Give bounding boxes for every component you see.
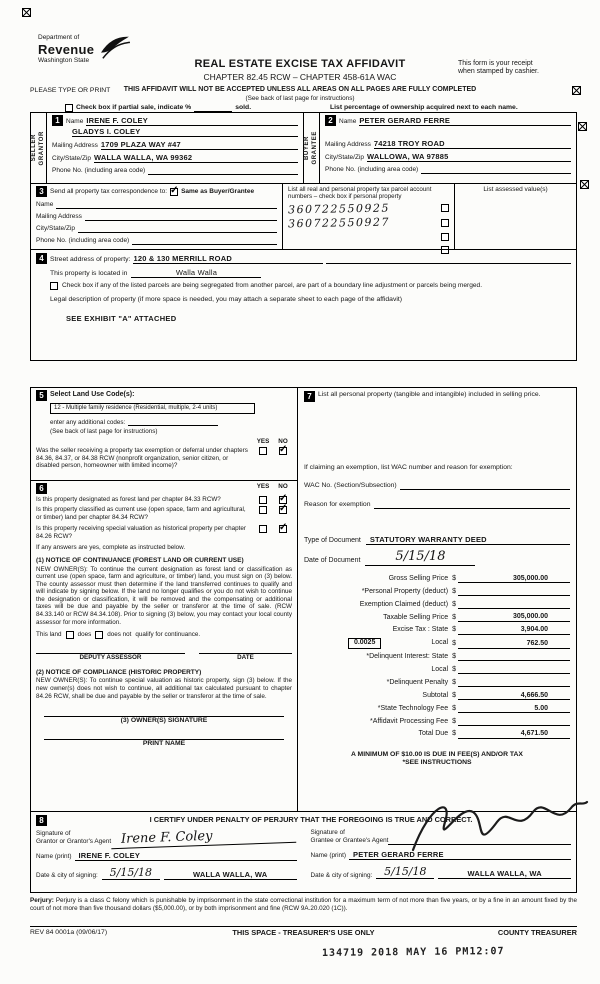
doc-type-label: Type of Document bbox=[304, 536, 361, 544]
exemption-label: If claiming an exemption, list WAC number and reason for exemption: bbox=[304, 464, 513, 471]
grantor-name-print-field[interactable]: IRENE F. COLEY bbox=[75, 851, 297, 861]
grantor-signing-block bbox=[36, 829, 297, 880]
signature-scribble bbox=[405, 792, 590, 864]
received-stamp: 134719 2018 MAY 16 PM12:07 bbox=[321, 946, 505, 959]
buyer-side-word1: BUYER bbox=[304, 135, 311, 160]
deputy-assessor-label: DEPUTY ASSESSOR bbox=[79, 654, 142, 662]
wac-field[interactable] bbox=[400, 481, 570, 490]
parcel-personal-checkbox[interactable] bbox=[441, 219, 449, 227]
delinquent-interest-state-field[interactable] bbox=[458, 652, 570, 662]
seller-side-label bbox=[31, 113, 47, 183]
section5-number: 5 bbox=[36, 390, 47, 401]
affidavit-processing-fee-field[interactable] bbox=[458, 716, 570, 726]
land-use-code-box[interactable]: 12 - Multiple family residence (Residential, multiple, 2-4 units) bbox=[50, 403, 255, 414]
money-row: *State Technology Fee $ 5.00 bbox=[304, 704, 570, 714]
no-header: NO bbox=[278, 483, 288, 490]
buyer-name-label: Name bbox=[339, 118, 357, 126]
grantee-city-field[interactable]: WALLA WALLA, WA bbox=[438, 869, 571, 879]
personal-property-label: List all personal property (tangible and intangible) included in selling price. bbox=[318, 391, 541, 398]
corr-name-field[interactable] bbox=[56, 200, 277, 209]
seller-box bbox=[31, 113, 304, 183]
corr-phone-label: Phone No. (including area code) bbox=[36, 237, 130, 245]
historic-question: Is this property receiving special valuation as historical property per chapter 84.26 RCW? bbox=[36, 525, 246, 540]
reason-label: Reason for exemption bbox=[304, 501, 371, 508]
assessed-value-header: List assessed value(s) bbox=[483, 186, 548, 193]
parcel-number-field[interactable]: 360722550927 bbox=[287, 215, 391, 231]
current-use-yes-checkbox[interactable] bbox=[259, 506, 267, 514]
buyer-citystatezip-field[interactable]: WALLOWA, WA 97885 bbox=[367, 152, 571, 162]
send-correspondence-label: Send all property tax correspondence to: bbox=[50, 187, 168, 195]
correspondence-box bbox=[31, 184, 283, 249]
seller-citystatezip-field[interactable]: WALLA WALLA, WA 99362 bbox=[94, 153, 298, 163]
seller-side-word1: SELLER bbox=[31, 134, 38, 162]
section8-number: 8 bbox=[36, 815, 47, 826]
same-as-buyer-label: Same as Buyer/Grantee bbox=[181, 187, 255, 195]
registration-mark-icon bbox=[22, 8, 31, 17]
yes-header: YES bbox=[256, 437, 270, 445]
land-use-title: Select Land Use Code(s): bbox=[50, 391, 135, 399]
parcel-personal-checkbox[interactable] bbox=[441, 233, 449, 241]
exemption-claimed-field[interactable] bbox=[458, 600, 570, 610]
segregated-checkbox[interactable] bbox=[50, 282, 58, 290]
deferral-yes-checkbox[interactable] bbox=[259, 447, 267, 455]
property-section bbox=[30, 249, 577, 361]
forest-land-question: Is this property designated as forest land per chapter 84.33 RCW? bbox=[36, 496, 221, 503]
money-row: Subtotal $ 4,666.50 bbox=[304, 691, 570, 701]
seller-mailing-label: Mailing Address bbox=[52, 142, 98, 150]
buyer-name2-spacer bbox=[325, 127, 571, 136]
excise-tax-state-field[interactable]: 3,904.00 bbox=[458, 625, 570, 635]
qualify-label: qualify for continuance. bbox=[135, 631, 201, 639]
same-as-buyer-checkbox[interactable] bbox=[170, 188, 178, 196]
corr-citystatezip-field[interactable] bbox=[78, 224, 277, 233]
partial-sale-checkbox[interactable] bbox=[65, 104, 73, 112]
grantor-city-field[interactable]: WALLA WALLA, WA bbox=[164, 870, 297, 880]
dept-line2: Revenue bbox=[38, 41, 95, 57]
receipt-note-line2: when stamped by cashier. bbox=[458, 68, 539, 76]
parcel-box bbox=[283, 184, 455, 249]
total-due-field[interactable]: 4,671.50 bbox=[458, 729, 570, 739]
forest-yes-checkbox[interactable] bbox=[259, 496, 267, 504]
seller-name-field[interactable]: IRENE F. COLEY bbox=[86, 116, 298, 126]
footer-row bbox=[30, 926, 577, 938]
section7-number: 7 bbox=[304, 391, 315, 402]
minimum-due-note: A MINIMUM OF $10.00 IS DUE IN FEE(S) AND/OR TAX bbox=[351, 750, 523, 758]
money-row: *Affidavit Processing Fee $ bbox=[304, 716, 570, 726]
buyer-phone-label: Phone No. (including area code) bbox=[325, 166, 419, 174]
partial-sale-percent-field[interactable] bbox=[194, 103, 232, 112]
seller-mailing-field[interactable]: 1709 PLAZA WAY #47 bbox=[101, 140, 298, 150]
receipt-note-line1: This form is your receipt bbox=[458, 60, 533, 67]
this-land-label: This land bbox=[36, 631, 62, 639]
land-use-see-back: (See back of last page for instructions) bbox=[50, 428, 158, 436]
state-technology-fee-field[interactable]: 5.00 bbox=[458, 704, 570, 714]
seller-name-label: Name bbox=[66, 118, 84, 126]
notice-continuance-body: NEW OWNER(S): To continue the current designation as forest land or classification as current use (open space, farm and agriculture, or timber) land, you must sign on (3) below. The county assessor must then determine if the land transferred continues to qualify and will indicate by signing below. If the land no longer qualifies or you do not wish to continue the designation or classification, it will be removed and the compensating or additional taxes will be due and payable by the seller or transferor at the time of sale. (RCW 84.33.140 or RCW 84.34.108). Prior to signing (3) below, you may contact your local county assessor for more information. bbox=[36, 565, 292, 626]
buyer-phone-field[interactable] bbox=[421, 165, 571, 174]
perjury-text: Perjury is a class C felony which is punishable by imprisonment in the state correctional institution for a maximum term of not more than five years, or by a fine in an amount fixed by the court of not more than five thousand dollars ($5,000.00), or by both imprisonment and fine (RCW 9A.20.020 (1C)). bbox=[30, 897, 578, 912]
grantor-sig-label1: Signature of bbox=[36, 829, 71, 837]
legal-description-label: Legal description of property (if more space is needed, you may attach a separate sheet to each page of the affidavit) bbox=[50, 296, 403, 303]
street-address-label: Street address of property: bbox=[50, 255, 131, 263]
notice-compliance-title: (2) NOTICE OF COMPLIANCE (HISTORIC PROPERTY) bbox=[36, 668, 202, 676]
money-row: Gross Selling Price $ 305,000.00 bbox=[304, 574, 570, 584]
please-type-print: PLEASE TYPE OR PRINT bbox=[30, 87, 111, 94]
county-treasurer-label: COUNTY TREASURER bbox=[497, 928, 577, 937]
dor-swoosh-icon bbox=[99, 34, 131, 62]
notice-compliance-body: NEW OWNER(S): To continue special valuation as historic property, sign (3) below. If the new owner(s) does not wish to continue, all additional tax calculated pursuant to chapter 84.26 RCW, shall be due and payable by the seller or transferor at the time of sale. bbox=[36, 677, 292, 700]
section2-number: 2 bbox=[325, 115, 336, 126]
excise-tax-local-field[interactable]: 762.50 bbox=[458, 639, 570, 649]
grantor-name-print-label: Name (print) bbox=[36, 852, 72, 860]
doc-type-field[interactable]: STATUTORY WARRANTY DEED bbox=[366, 535, 570, 545]
registration-mark-icon bbox=[572, 86, 581, 95]
see-back-note: (See back of last page for instructions) bbox=[245, 95, 355, 102]
money-row: *Delinquent Penalty $ bbox=[304, 678, 570, 688]
section4-number: 4 bbox=[36, 253, 47, 264]
buyer-box bbox=[304, 113, 576, 183]
street-address-extra-field[interactable] bbox=[326, 255, 571, 264]
notice-continuance-title: (1) NOTICE OF CONTINUANCE (FOREST LAND OR CURRENT USE) bbox=[36, 556, 244, 564]
warning-line: THIS AFFIDAVIT WILL NOT BE ACCEPTED UNLESS ALL AREAS ON ALL PAGES ARE FULLY COMPLETED bbox=[123, 86, 477, 93]
money-row: Excise Tax : State $ 3,904.00 bbox=[304, 625, 570, 635]
parcel-personal-checkbox[interactable] bbox=[441, 204, 449, 212]
corr-mailing-label: Mailing Address bbox=[36, 213, 82, 221]
grantee-date-city-label: Date & city of signing: bbox=[310, 871, 373, 879]
segregated-label: Check box if any of the listed parcels are being segregated from another parcel, are part of a boundary line adjustment or parcels being merged. bbox=[62, 282, 483, 290]
partial-sale-label: Check box if partial sale, indicate % bbox=[76, 103, 192, 111]
section7 bbox=[297, 387, 577, 812]
historic-no-checkbox[interactable] bbox=[279, 525, 287, 533]
parcel-number-field[interactable] bbox=[288, 232, 441, 242]
section3-number: 3 bbox=[36, 186, 47, 197]
perjury-label: Perjury: bbox=[30, 897, 54, 904]
section1-number: 1 bbox=[52, 115, 63, 126]
deferral-question: Was the seller receiving a property tax exemption or deferral under chapters 84.36, 84.37, or 84.38 RCW (nonprofit organization, senior citizen, or disabled person, homeowner with limited income)? bbox=[36, 447, 248, 470]
local-rate-box: 0.0025 bbox=[348, 638, 381, 648]
gross-selling-price-field[interactable]: 305,000.00 bbox=[458, 574, 570, 584]
ownership-note: List percentage of ownership acquired next to each name. bbox=[330, 104, 518, 111]
section6-number: 6 bbox=[36, 483, 47, 494]
mid-sections bbox=[30, 387, 577, 812]
money-row: Exemption Claimed (deduct) $ bbox=[304, 600, 570, 610]
current-use-question: Is this property classified as current use (open space, farm and agricultural, or timber) land per chapter 84.34 RCW? bbox=[36, 506, 246, 521]
dor-logo bbox=[38, 34, 131, 65]
certify-statement: I CERTIFY UNDER PENALTY OF PERJURY THAT THE FOREGOING IS TRUE AND CORRECT. bbox=[149, 815, 473, 825]
money-row: *Personal Property (deduct) $ bbox=[304, 587, 570, 597]
corr-citystatezip-label: City/State/Zip bbox=[36, 225, 76, 233]
assessed-value-box bbox=[455, 184, 576, 249]
seller-phone-field[interactable] bbox=[148, 166, 298, 175]
current-use-no-checkbox[interactable] bbox=[279, 506, 287, 514]
grantee-name-print-field[interactable]: PETER GERARD FERRE bbox=[349, 850, 571, 860]
money-row-local: 0.0025 Local $ 762.50 bbox=[304, 638, 570, 648]
money-row: Local $ bbox=[304, 665, 570, 675]
section6 bbox=[30, 480, 298, 812]
money-row: Total Due $ 4,671.50 bbox=[304, 729, 570, 739]
personal-property-blank-area[interactable] bbox=[304, 402, 570, 464]
grantor-date-city-label: Date & city of signing: bbox=[36, 872, 98, 880]
located-in-label: This property is located in bbox=[50, 269, 128, 277]
legal-description-value[interactable]: SEE EXHIBIT "A" ATTACHED bbox=[66, 314, 177, 324]
registration-mark-icon bbox=[580, 180, 589, 189]
subtotal-field[interactable]: 4,666.50 bbox=[458, 691, 570, 701]
grantor-sig-label2: Grantor or Grantor's Agent bbox=[36, 837, 112, 845]
deferral-no-checkbox[interactable] bbox=[279, 447, 287, 455]
form-title: REAL ESTATE EXCISE TAX AFFIDAVIT bbox=[194, 58, 406, 70]
yes-header: YES bbox=[256, 483, 270, 490]
seller-citystatezip-label: City/State/Zip bbox=[52, 155, 92, 163]
grantee-sig-label1: Signature of bbox=[310, 829, 345, 836]
deputy-date-label: DATE bbox=[237, 654, 254, 662]
street-address-field[interactable]: 120 & 130 MERRILL ROAD bbox=[133, 254, 323, 264]
parcel-header: List all real and personal property tax parcel account numbers – check box if personal property bbox=[288, 186, 432, 201]
grantee-date-field[interactable]: 5/15/18 bbox=[376, 865, 434, 879]
land-use-section bbox=[30, 387, 298, 481]
correspondence-section bbox=[30, 183, 577, 250]
does-label: does bbox=[77, 631, 92, 639]
partial-sale-suffix: sold. bbox=[235, 103, 252, 111]
money-table bbox=[304, 574, 570, 739]
located-in-field[interactable]: Walla Walla bbox=[131, 268, 261, 278]
seller-phone-label: Phone No. (including area code) bbox=[52, 167, 146, 175]
treasurer-space-label: THIS SPACE - TREASURER'S USE ONLY bbox=[232, 928, 375, 937]
left-column bbox=[30, 387, 298, 812]
form-header bbox=[140, 58, 460, 82]
registration-mark-icon bbox=[578, 122, 587, 131]
money-row: *Delinquent Interest: State $ bbox=[304, 652, 570, 662]
grantor-signature[interactable]: Irene F. Coley bbox=[111, 826, 297, 849]
owners-signature-label: (3) OWNER(S) SIGNATURE bbox=[120, 717, 208, 725]
buyer-mailing-label: Mailing Address bbox=[325, 141, 371, 149]
seller-name2-field[interactable]: GLADYS I. COLEY bbox=[72, 127, 298, 137]
parcel-number-field[interactable]: 360722550925 bbox=[287, 201, 391, 217]
print-name-label: PRINT NAME bbox=[142, 740, 186, 748]
money-row: Taxable Selling Price $ 305,000.00 bbox=[304, 612, 570, 622]
grantee-sig-label2: Grantee or Grantee's Agent bbox=[310, 837, 389, 844]
doc-date-label: Date of Document bbox=[304, 557, 361, 565]
buyer-name-field[interactable]: PETER GERARD FERRE bbox=[359, 116, 571, 126]
receipt-note bbox=[458, 60, 576, 77]
perjury-note bbox=[30, 897, 577, 912]
partial-sale-row bbox=[65, 103, 251, 112]
parties-section bbox=[30, 112, 577, 184]
buyer-citystatezip-label: City/State/Zip bbox=[325, 154, 365, 162]
buyer-side-word2: GRANTEE bbox=[311, 131, 318, 165]
corr-name-label: Name bbox=[36, 201, 54, 209]
grantee-name-print-label: Name (print) bbox=[310, 852, 347, 860]
taxable-selling-price-field[interactable]: 305,000.00 bbox=[458, 612, 570, 622]
corr-phone-field[interactable] bbox=[132, 236, 277, 245]
delinquent-penalty-field[interactable] bbox=[458, 678, 570, 688]
additional-codes-label: enter any additional codes: bbox=[50, 418, 126, 426]
buyer-mailing-field[interactable]: 74218 TROY ROAD bbox=[374, 139, 571, 149]
corr-mailing-field[interactable] bbox=[85, 212, 277, 221]
no-header: NO bbox=[278, 437, 288, 445]
wac-label: WAC No. (Section/Subsection) bbox=[304, 482, 397, 489]
dept-line3: Washington State bbox=[38, 57, 90, 65]
additional-codes-field[interactable] bbox=[128, 417, 218, 426]
personal-property-deduct-field[interactable] bbox=[458, 587, 570, 597]
doc-date-field[interactable]: 5/15/18 bbox=[365, 549, 475, 566]
historic-yes-checkbox[interactable] bbox=[259, 525, 267, 533]
if-yes-note: If any answers are yes, complete as instructed below. bbox=[36, 544, 186, 552]
seller-side-word2: GRANTOR bbox=[38, 130, 45, 166]
does-not-label: does not bbox=[107, 631, 132, 639]
see-instructions-note: *SEE INSTRUCTIONS bbox=[402, 758, 472, 766]
land-does-checkbox[interactable] bbox=[66, 631, 74, 639]
dept-line1: Department of bbox=[38, 34, 80, 41]
buyer-side-label bbox=[304, 113, 320, 183]
grantor-date-field[interactable]: 5/15/18 bbox=[102, 866, 160, 880]
form-chapter: CHAPTER 82.45 RCW – CHAPTER 458-61A WAC bbox=[203, 72, 397, 83]
delinquent-interest-local-field[interactable] bbox=[458, 665, 570, 675]
land-does-not-checkbox[interactable] bbox=[95, 631, 103, 639]
reason-field[interactable] bbox=[374, 500, 571, 509]
form-rev-number: REV 84 0001a (09/06/17) bbox=[30, 929, 108, 936]
